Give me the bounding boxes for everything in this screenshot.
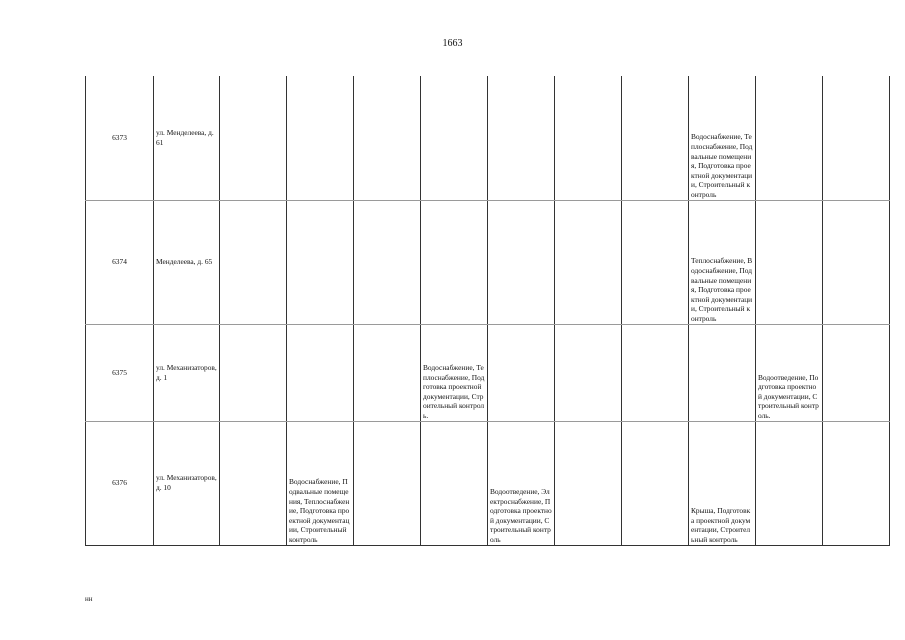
empty-cell <box>421 421 488 545</box>
address-cell: ул. Менделеева, д. 61 <box>154 76 220 200</box>
empty-cell <box>421 76 488 200</box>
table-row <box>86 324 890 421</box>
empty-cell <box>555 200 622 324</box>
empty-cell <box>354 200 421 324</box>
empty-cell <box>354 324 421 421</box>
empty-cell <box>622 324 689 421</box>
empty-cell <box>555 324 622 421</box>
empty-cell <box>689 324 756 421</box>
empty-cell <box>756 421 823 545</box>
works-cell: Водоснабжение, Теплоснабжение, Подвальные помещения, Подготовка проектной документации, Строительный контроль <box>689 76 756 200</box>
empty-cell <box>287 76 354 200</box>
empty-cell <box>488 200 555 324</box>
works-cell: Водоотведение, Подготовка проектной документации, Строительный контроль. <box>756 324 823 421</box>
table-row <box>86 200 890 324</box>
footer-mark: нн <box>85 595 93 603</box>
address-cell: Менделеева, д. 65 <box>154 200 220 324</box>
empty-cell <box>823 200 890 324</box>
empty-cell <box>622 421 689 545</box>
empty-cell <box>488 324 555 421</box>
empty-cell <box>287 200 354 324</box>
empty-cell <box>622 200 689 324</box>
empty-cell <box>555 76 622 200</box>
works-cell: Крыша, Подготовка проектной документации, Строительный контроль <box>689 421 756 545</box>
empty-cell <box>756 200 823 324</box>
page-number: 1663 <box>442 38 463 49</box>
empty-cell <box>220 76 287 200</box>
empty-cell <box>220 421 287 545</box>
empty-cell <box>354 76 421 200</box>
address-cell: ул. Механизаторов, д. 1 <box>154 324 220 421</box>
address-cell: ул. Механизаторов, д. 10 <box>154 421 220 545</box>
empty-cell <box>287 324 354 421</box>
table-row <box>86 421 890 545</box>
empty-cell <box>622 76 689 200</box>
works-cell: Водоснабжение, Подвальные помещения, Теплоснабжение, Подготовка проектной документации, Строительный контроль <box>287 421 354 545</box>
empty-cell <box>756 76 823 200</box>
works-cell: Водоснабжение, Теплоснабжение, Подготовка проектной документации, Строительный контроль. <box>421 324 488 421</box>
empty-cell <box>354 421 421 545</box>
empty-cell <box>823 421 890 545</box>
row-number: 6376 <box>86 421 154 545</box>
row-number: 6375 <box>86 324 154 421</box>
row-number: 6373 <box>86 76 154 200</box>
works-cell: Теплоснабжение, Водоснабжение, Подвальные помещения, Подготовка проектной документации, Строительный контроль <box>689 200 756 324</box>
empty-cell <box>823 324 890 421</box>
empty-cell <box>421 200 488 324</box>
works-cell: Водоотведение, Электроснабжение, Подготовка проектной документации, Строительный контроль <box>488 421 555 545</box>
empty-cell <box>555 421 622 545</box>
works-table <box>85 76 890 546</box>
empty-cell <box>823 76 890 200</box>
empty-cell <box>220 200 287 324</box>
empty-cell <box>488 76 555 200</box>
row-number: 6374 <box>86 200 154 324</box>
empty-cell <box>220 324 287 421</box>
table-row <box>86 76 890 200</box>
